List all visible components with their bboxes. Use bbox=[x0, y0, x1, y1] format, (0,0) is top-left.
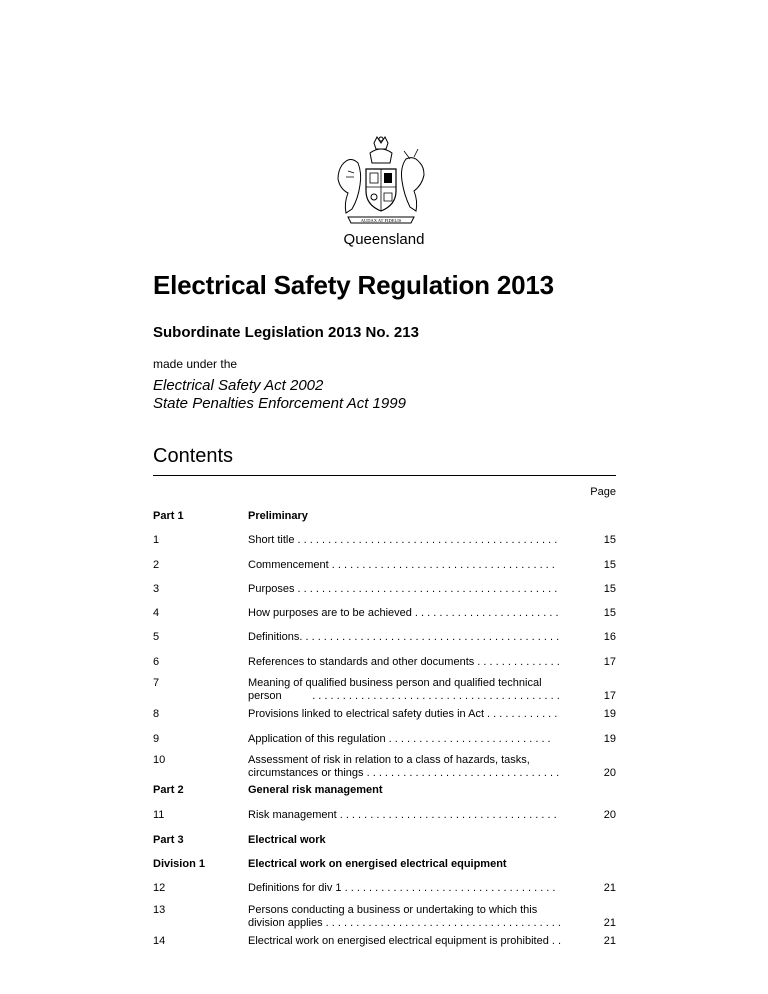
toc-title: Preliminary bbox=[248, 510, 308, 522]
legislation-number: Subordinate Legislation 2013 No. 213 bbox=[153, 324, 419, 341]
toc-number: 3 bbox=[153, 583, 160, 595]
jurisdiction-name: Queensland bbox=[343, 231, 425, 248]
toc-title: Electrical work bbox=[248, 834, 326, 846]
toc-title bbox=[248, 754, 573, 780]
toc-title: General risk management bbox=[248, 784, 383, 796]
toc-page-number: 21 bbox=[603, 935, 616, 947]
toc-number: 1 bbox=[153, 534, 160, 546]
toc-number: 7 bbox=[153, 677, 160, 689]
toc-page-number: 20 bbox=[603, 767, 616, 779]
toc-title: Commencement . . . . . . . . . . . . . . . . . . . . . . . . . . . . . . . . . . . . . bbox=[248, 559, 555, 571]
toc-number: Part 1 bbox=[153, 510, 184, 522]
crest-motto: AUDAX AT FIDELIS bbox=[360, 218, 402, 223]
contents-heading: Contents bbox=[153, 445, 234, 467]
toc-page-number: 17 bbox=[603, 656, 616, 668]
toc-title-line: Assessment of risk in relation to a class of hazards, tasks, bbox=[248, 754, 530, 766]
regulation-title: Electrical Safety Regulation 2013 bbox=[153, 270, 554, 300]
toc-title: How purposes are to be achieved . . . . . . . . . . . . . . . . . . . . . . . . bbox=[248, 607, 559, 619]
toc-page-number: 20 bbox=[603, 809, 616, 821]
toc-title: Electrical work on energised electrical equipment bbox=[248, 858, 507, 870]
toc-title-line: Meaning of qualified business person and qualified technical bbox=[248, 677, 542, 689]
toc-title: Short title . . . . . . . . . . . . . . . . . . . . . . . . . . . . . . . . . . . . . . . . . . . bbox=[248, 534, 558, 546]
toc-title: Definitions for div 1 . . . . . . . . . . . . . . . . . . . . . . . . . . . . . . . . . . . bbox=[248, 882, 556, 894]
toc-title: Definitions. . . . . . . . . . . . . . . . . . . . . . . . . . . . . . . . . . . . . . . . . . . bbox=[248, 631, 560, 643]
toc-page-number: 15 bbox=[603, 559, 616, 571]
toc-page-number: 21 bbox=[603, 917, 616, 929]
toc-number: 14 bbox=[153, 935, 166, 947]
toc-title: Electrical work on energised electrical equipment is prohibited . . bbox=[248, 935, 562, 947]
toc-number: 6 bbox=[153, 656, 160, 668]
toc-number: Part 3 bbox=[153, 834, 184, 846]
made-under-text: made under the bbox=[153, 357, 238, 371]
toc-number: 11 bbox=[153, 809, 165, 821]
toc-number: Part 2 bbox=[153, 784, 184, 796]
toc-number: 8 bbox=[153, 708, 160, 720]
toc-title-line: division applies . . . . . . . . . . . . . . . . . . . . . . . . . . . . . . . . . . . . . . . bbox=[248, 917, 561, 929]
toc-title: Risk management . . . . . . . . . . . . . . . . . . . . . . . . . . . . . . . . . . . . bbox=[248, 809, 557, 821]
toc-title: Provisions linked to electrical safety duties in Act . . . . . . . . . . . . bbox=[248, 708, 558, 720]
page-column-heading: Page bbox=[590, 486, 616, 498]
toc-page-number: 15 bbox=[603, 534, 616, 546]
toc-number: 5 bbox=[153, 631, 160, 643]
toc-title bbox=[248, 904, 573, 930]
toc-page-number: 17 bbox=[603, 690, 616, 702]
toc-title: Application of this regulation . . . . . . . . . . . . . . . . . . . . . . . . . . . bbox=[248, 733, 551, 745]
toc-page-number: 16 bbox=[603, 631, 616, 643]
toc-title bbox=[248, 677, 573, 703]
toc-page-number: 15 bbox=[603, 583, 616, 595]
enabling-acts bbox=[153, 377, 406, 413]
toc-number: 12 bbox=[153, 882, 166, 894]
enabling-act: State Penalties Enforcement Act 1999 bbox=[153, 395, 406, 412]
contents-divider bbox=[153, 475, 616, 476]
toc-title: References to standards and other documents . . . . . . . . . . . . . . bbox=[248, 656, 560, 668]
toc-number: 9 bbox=[153, 733, 160, 745]
toc-page-number: 15 bbox=[603, 607, 616, 619]
toc-title-line: person . . . . . . . . . . . . . . . . . . . . . . . . . . . . . . . . . . . . . . . . . bbox=[248, 690, 560, 702]
toc-number: 10 bbox=[153, 754, 166, 766]
toc-number: 4 bbox=[153, 607, 160, 619]
toc-title-line: Persons conducting a business or undertaking to which this bbox=[248, 904, 538, 916]
toc-title: Purposes . . . . . . . . . . . . . . . . . . . . . . . . . . . . . . . . . . . . . . . . . . . bbox=[248, 583, 558, 595]
toc-title-line: circumstances or things . . . . . . . . . . . . . . . . . . . . . . . . . . . . . . . . bbox=[248, 767, 560, 779]
toc-number: 13 bbox=[153, 904, 166, 916]
coat-of-arms-icon bbox=[330, 135, 432, 230]
toc-number: 2 bbox=[153, 559, 160, 571]
toc-page-number: 19 bbox=[603, 708, 616, 720]
enabling-act: Electrical Safety Act 2002 bbox=[153, 377, 324, 394]
toc-number: Division 1 bbox=[153, 858, 205, 870]
toc-page-number: 21 bbox=[603, 882, 616, 894]
toc-page-number: 19 bbox=[603, 733, 616, 745]
